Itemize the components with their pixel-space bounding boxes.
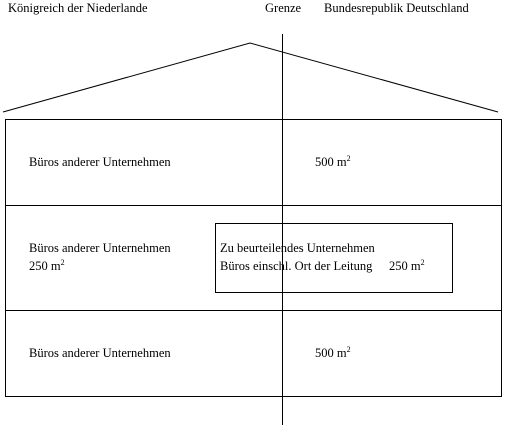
floor-middle-left-label: Büros anderer Unternehmen: [29, 241, 171, 255]
floor-middle-left-area: 250 $m^2$: [29, 257, 65, 273]
area-unit-sup: 2: [420, 257, 425, 267]
country-label-netherlands: Königreich der Niederlande: [8, 1, 148, 15]
area-unit-sup: 2: [346, 153, 351, 163]
floor-top-right-area: 500 $m^2$: [315, 153, 351, 169]
assessed-company-box: [215, 223, 453, 293]
floor-bottom-left-label: Büros anderer Unternehmen: [29, 346, 171, 360]
roof-outline: [3, 43, 498, 112]
floor-bottom-right-area: 500 $m^2$: [315, 344, 351, 360]
area-unit-sup: 2: [346, 344, 351, 354]
border-label: Grenze: [265, 1, 302, 15]
country-label-germany: Bundesrepublik Deutschland: [324, 1, 469, 15]
assessed-company-subtitle: Büros einschl. Ort der Leitung: [220, 259, 373, 273]
floor-top-left-label: Büros anderer Unternehmen: [29, 155, 171, 169]
assessed-company-title: Zu beurteilendes Unternehmen: [220, 241, 375, 255]
area-unit-sup: 2: [60, 257, 65, 267]
assessed-company-area: 250 $m^2$: [389, 257, 425, 273]
